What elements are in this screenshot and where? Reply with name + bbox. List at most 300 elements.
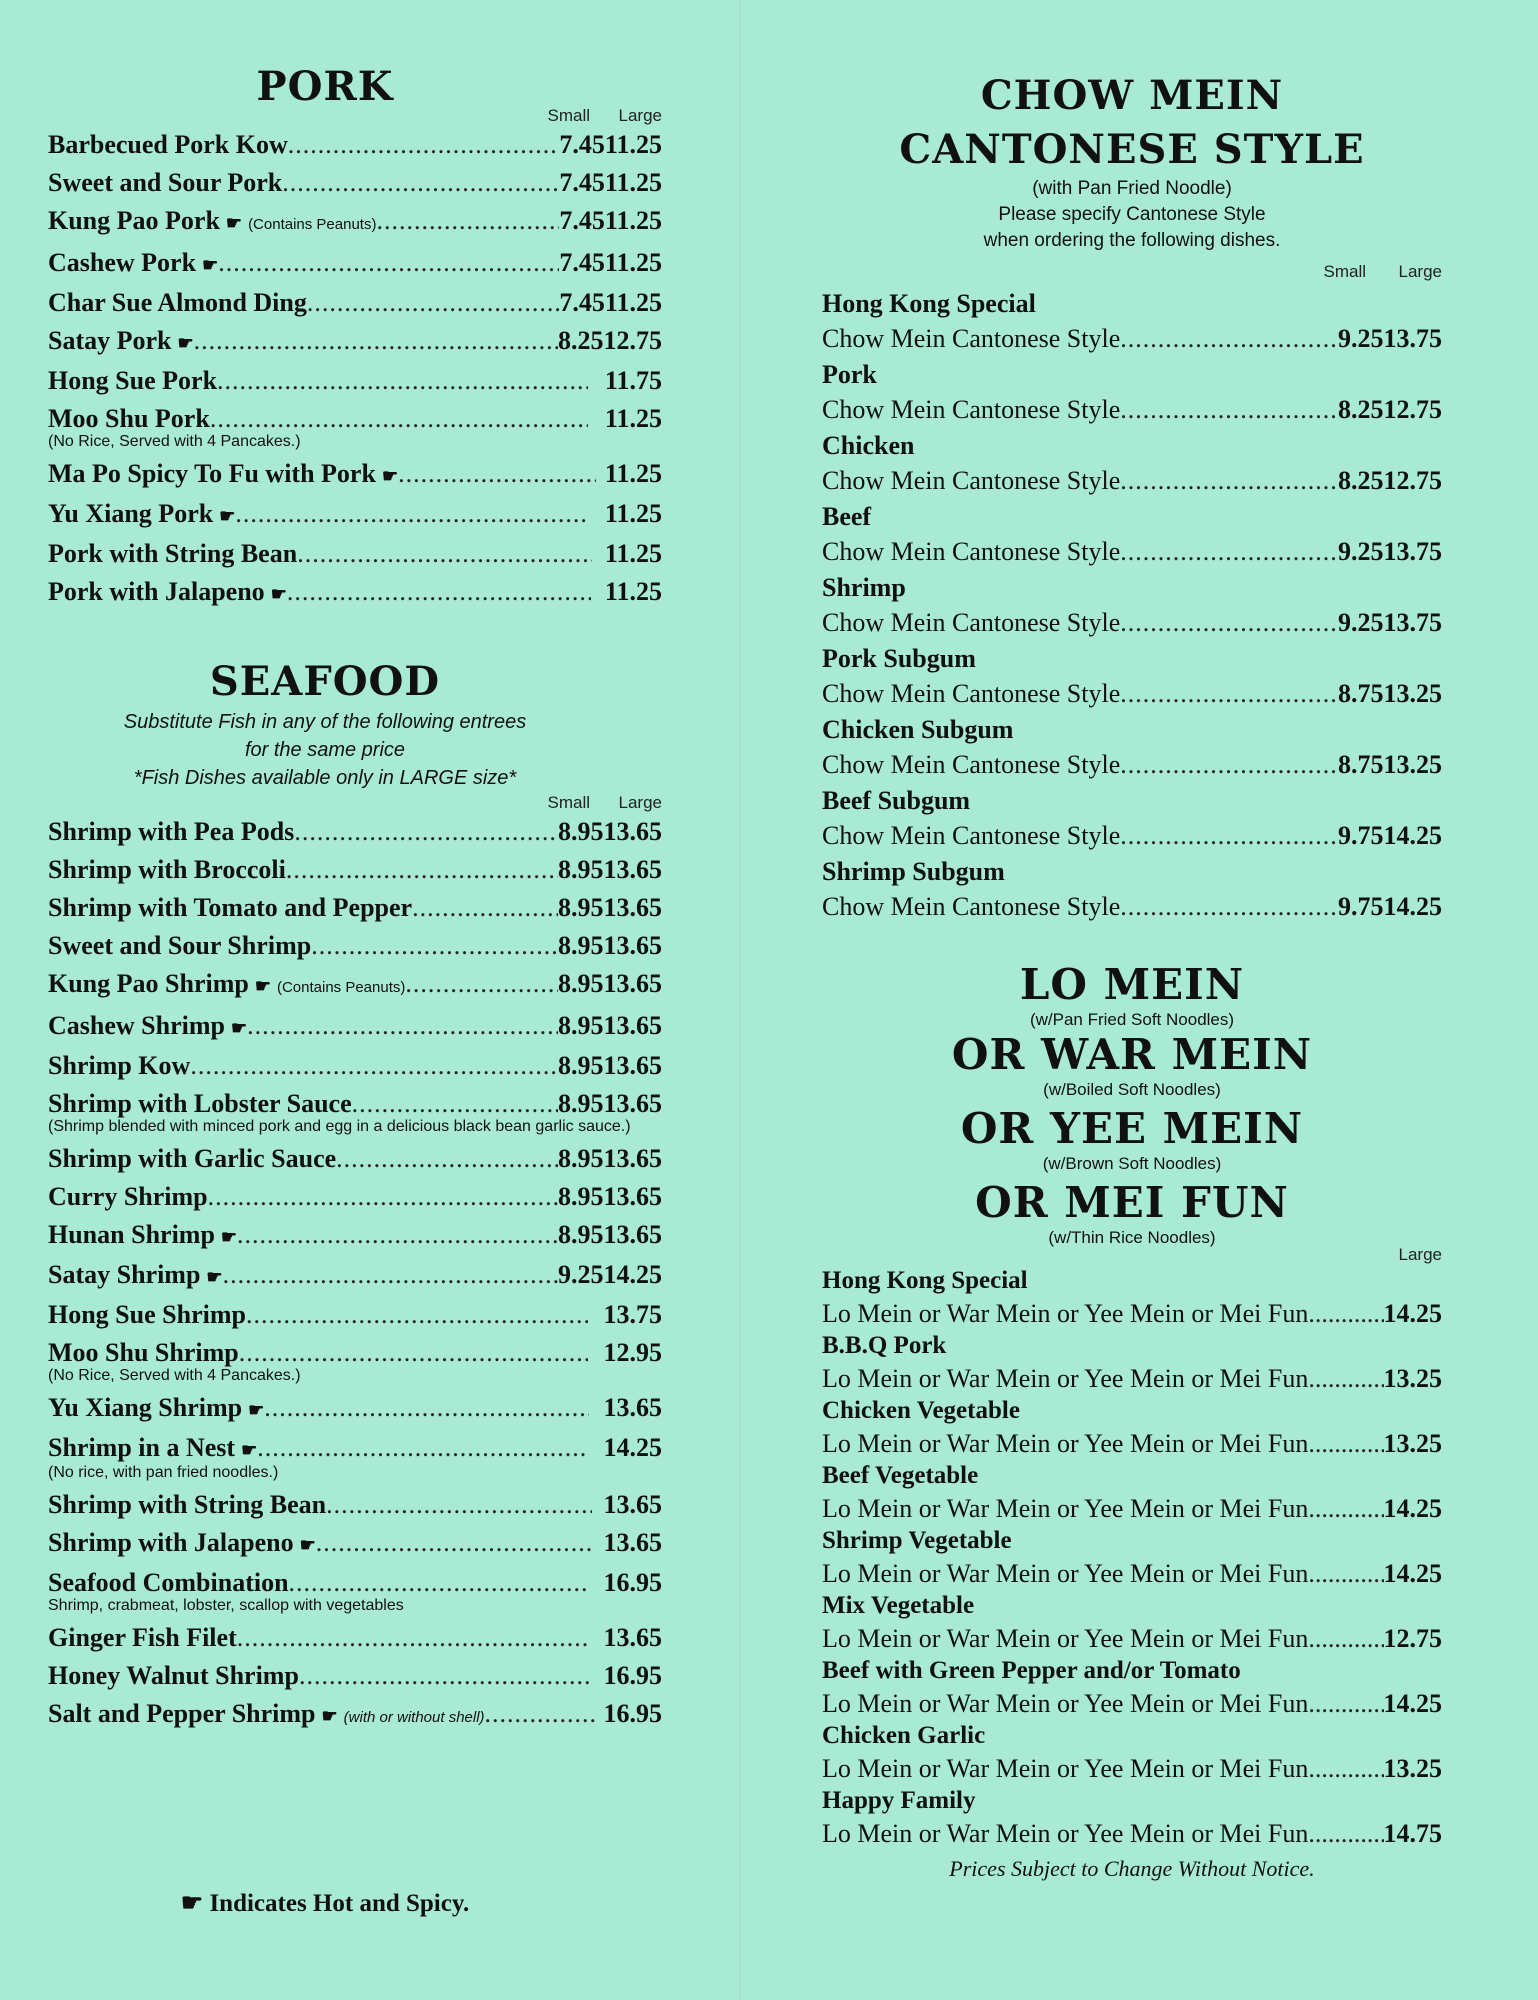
leader-dots	[218, 244, 559, 282]
menu-item	[822, 1460, 1442, 1525]
price-large: 14.25	[1383, 1559, 1442, 1588]
menu-item	[822, 286, 1442, 357]
menu-item	[48, 164, 662, 202]
item-name: Shrimp with Pea Pods	[48, 817, 295, 846]
menu-item	[48, 1524, 662, 1564]
col-large-label: Large	[618, 106, 662, 125]
price-small: 8.95	[558, 1051, 604, 1080]
menu-item	[822, 1720, 1442, 1785]
price-large: 13.75	[603, 1300, 662, 1329]
item-name: Shrimp with String Bean	[48, 1490, 327, 1519]
item-name: Barbecued Pork Kow	[48, 130, 288, 159]
menu-item-row	[48, 322, 662, 362]
leader-dots	[1308, 1557, 1383, 1590]
menu-item	[48, 1695, 662, 1737]
mei-fun-title: OR MEI FUN	[975, 1178, 1289, 1227]
yee-mein-sub: (w/Brown Soft Noodles)	[1042, 1154, 1222, 1173]
item-style: Chow Mein Cantonese Style	[822, 466, 1121, 495]
leader-dots	[237, 1216, 558, 1254]
item-name: Chicken Vegetable	[822, 1397, 1020, 1424]
leader-dots	[208, 1178, 558, 1216]
menu-item	[48, 1429, 662, 1482]
seafood-sub-1: Substitute Fish in any of the following entrees	[123, 711, 527, 733]
item-name: Yu Xiang Pork	[48, 499, 214, 528]
right-column	[822, 0, 1442, 1882]
seafood-sub-3: *Fish Dishes available only in LARGE size*	[133, 767, 517, 789]
leader-dots	[1308, 1817, 1383, 1850]
item-style: Chow Mein Cantonese Style	[822, 537, 1121, 566]
leader-dots	[1120, 321, 1338, 357]
item-style: Chow Mein Cantonese Style	[822, 679, 1121, 708]
price-large: 14.25	[1383, 1299, 1442, 1328]
item-style: Lo Mein or War Mein or Yee Mein or Mei Fun	[822, 1299, 1309, 1328]
left-column	[48, 0, 662, 1737]
price-large: 13.65	[603, 1011, 662, 1040]
menu-item	[822, 641, 1442, 712]
price-large: 14.25	[1383, 821, 1442, 850]
pork-list	[48, 126, 662, 613]
item-name: Mix Vegetable	[822, 1592, 975, 1619]
leader-dots	[237, 1619, 588, 1657]
leader-dots	[336, 1140, 558, 1178]
menu-item-row	[48, 244, 662, 284]
item-description: (Shrimp blended with minced pork and egg in a delicious black bean garlic sauce.)	[48, 1118, 631, 1135]
page-fold	[740, 0, 742, 2000]
price-large: 13.65	[603, 1528, 662, 1557]
menu-item-row	[822, 818, 1442, 854]
price-large: 12.75	[1383, 395, 1442, 424]
leader-dots	[485, 1695, 599, 1733]
leader-dots	[297, 535, 592, 573]
price-small: 8.95	[558, 1089, 604, 1118]
leader-dots	[1120, 818, 1338, 854]
price-large: 16.95	[603, 1699, 662, 1728]
menu-item	[822, 1590, 1442, 1655]
item-style: Chow Mein Cantonese Style	[822, 608, 1121, 637]
item-note: (Contains Peanuts)	[276, 979, 406, 996]
col-large-label: Large	[1398, 262, 1442, 281]
item-note: (Contains Peanuts)	[248, 216, 377, 233]
item-name: Pork with String Bean	[48, 539, 298, 568]
item-name: Beef with Green Pepper and/or Tomato	[822, 1657, 1241, 1684]
price-large: 13.65	[603, 1393, 662, 1422]
item-name: Seafood Combination	[48, 1568, 289, 1597]
item-description: Shrimp, crabmeat, lobster, scallop with vegetables	[48, 1597, 404, 1614]
price-large: 11.25	[604, 130, 662, 159]
price-small: 7.45	[559, 248, 605, 277]
menu-item-row	[822, 534, 1442, 570]
item-description: (No Rice, Served with 4 Pancakes.)	[48, 433, 301, 450]
col-large-label: Large	[1398, 1245, 1442, 1264]
price-large: 13.65	[603, 969, 662, 998]
item-name: Yu Xiang Shrimp	[48, 1393, 243, 1422]
col-large-label: Large	[618, 793, 662, 812]
war-mein-title: OR WAR MEIN	[951, 1030, 1313, 1079]
price-large: 13.25	[1383, 1429, 1442, 1458]
menu-item-row	[48, 284, 662, 322]
price-small: 8.25	[558, 326, 604, 355]
menu-item	[822, 1525, 1442, 1590]
item-note: (with or without shell)	[343, 1709, 485, 1726]
item-style: Lo Mein or War Mein or Yee Mein or Mei Fun	[822, 1689, 1309, 1718]
menu-item-row	[48, 1047, 662, 1085]
leader-dots	[299, 1657, 591, 1695]
item-name: Pork Subgum	[822, 644, 976, 673]
leader-dots	[311, 927, 558, 965]
price-small: 8.95	[558, 855, 604, 884]
item-name: Cashew Pork	[48, 248, 197, 277]
leader-dots	[405, 965, 558, 1003]
item-name: Moo Shu Pork	[48, 404, 210, 433]
pepper-icon: ☛	[241, 1440, 258, 1460]
leader-dots	[1120, 676, 1338, 712]
item-name: Cashew Shrimp	[48, 1011, 225, 1040]
yee-mein-title: OR YEE MEIN	[960, 1104, 1304, 1153]
price-notice: Prices Subject to Change Without Notice.	[949, 1856, 1315, 1881]
item-name: Curry Shrimp	[48, 1182, 208, 1211]
menu-item	[48, 965, 662, 1007]
item-name: Hong Sue Pork	[48, 366, 218, 395]
price-large: 16.95	[603, 1661, 662, 1690]
pepper-icon: ☛	[180, 1890, 204, 1917]
menu-item	[48, 455, 662, 495]
menu-item-row	[48, 1007, 662, 1047]
menu-item-row	[48, 1389, 662, 1429]
mei-fun-sub: (w/Thin Rice Noodles)	[1048, 1228, 1216, 1247]
pepper-icon: ☛	[225, 213, 243, 233]
leader-dots	[1308, 1492, 1383, 1525]
menu-item	[822, 499, 1442, 570]
price-large: 13.25	[1383, 1364, 1442, 1393]
menu-item	[822, 570, 1442, 641]
price-large: 13.65	[603, 1089, 662, 1118]
menu-item	[48, 495, 662, 535]
leader-dots	[223, 1256, 558, 1294]
leader-dots	[190, 1047, 558, 1085]
menu-item-row	[822, 1752, 1442, 1785]
menu-item	[48, 813, 662, 851]
menu-item	[48, 927, 662, 965]
price-large: 14.25	[603, 1260, 662, 1289]
war-mein-sub: (w/Boiled Soft Noodles)	[1043, 1080, 1221, 1099]
item-name: Satay Pork	[48, 326, 172, 355]
item-description: (No rice, with pan fried noodles.)	[48, 1464, 279, 1481]
menu-item	[48, 1140, 662, 1178]
price-small: 9.25	[1338, 324, 1384, 353]
price-large: 12.75	[1383, 466, 1442, 495]
menu-item-row	[822, 889, 1442, 925]
item-name: Salt and Pepper Shrimp	[48, 1699, 316, 1728]
leader-dots	[282, 164, 559, 202]
menu-item-row	[48, 362, 662, 400]
lo-mein-sub: (w/Pan Fried Soft Noodles)	[1029, 1010, 1235, 1029]
price-small: 7.45	[559, 130, 605, 159]
price-small: 7.45	[559, 288, 605, 317]
price-large: 11.25	[604, 577, 662, 606]
menu-item-row	[822, 463, 1442, 499]
seafood-list	[48, 813, 662, 1737]
item-style: Lo Mein or War Mein or Yee Mein or Mei Fun	[822, 1364, 1309, 1393]
leader-dots	[235, 495, 589, 533]
menu-item-row	[822, 1817, 1442, 1850]
price-large: 11.25	[604, 206, 662, 235]
price-large: 13.65	[603, 1182, 662, 1211]
price-large: 12.95	[603, 1338, 662, 1367]
menu-item-row	[48, 851, 662, 889]
leader-dots	[376, 202, 559, 240]
menu-item	[822, 428, 1442, 499]
price-small: 8.95	[558, 1182, 604, 1211]
leader-dots	[1308, 1622, 1383, 1655]
menu-item	[822, 1655, 1442, 1720]
leader-dots	[1308, 1752, 1383, 1785]
item-name: Shrimp Subgum	[822, 857, 1005, 886]
menu-item-row	[48, 495, 662, 535]
price-small: 7.45	[559, 206, 605, 235]
leader-dots	[288, 126, 560, 164]
menu-item-row	[822, 1687, 1442, 1720]
spicy-legend	[48, 1888, 602, 1918]
col-small-label: Small	[547, 793, 590, 812]
menu-item	[48, 1564, 662, 1615]
price-small: 8.95	[558, 817, 604, 846]
menu-item-row	[48, 889, 662, 927]
menu-item-row	[48, 1657, 662, 1695]
leader-dots	[264, 1389, 589, 1427]
item-name: Chicken Garlic	[822, 1722, 986, 1749]
leader-dots	[246, 1296, 588, 1334]
price-large: 13.65	[603, 1220, 662, 1249]
legend-text: Indicates Hot and Spicy.	[209, 1890, 470, 1917]
item-name: B.B.Q Pork	[822, 1332, 947, 1359]
item-style: Lo Mein or War Mein or Yee Mein or Mei Fun	[822, 1429, 1309, 1458]
pepper-icon: ☛	[381, 466, 399, 486]
leader-dots	[1308, 1687, 1383, 1720]
pepper-icon: ☛	[177, 333, 194, 353]
menu-item	[48, 126, 662, 164]
menu-item-row	[48, 965, 662, 1007]
price-large: 14.25	[1383, 1494, 1442, 1523]
menu-item-row	[48, 1256, 662, 1296]
leader-dots	[194, 322, 558, 360]
leader-dots	[257, 1429, 589, 1467]
price-large: 11.25	[604, 499, 662, 528]
item-name: Hong Sue Shrimp	[48, 1300, 246, 1329]
leader-dots	[1308, 1362, 1383, 1395]
price-large: 13.75	[1383, 608, 1442, 637]
leader-dots	[326, 1486, 592, 1524]
item-name: Chicken	[822, 431, 915, 460]
menu-item	[48, 1334, 662, 1385]
price-large: 11.25	[604, 248, 662, 277]
price-large: 11.25	[604, 459, 662, 488]
price-large: 13.65	[603, 1490, 662, 1519]
item-name: Shrimp	[822, 573, 906, 602]
price-large: 11.25	[604, 539, 662, 568]
menu-item-row	[48, 1178, 662, 1216]
chow-mein-list	[822, 286, 1442, 925]
item-name: Chicken Subgum	[822, 715, 1014, 744]
item-name: Happy Family	[822, 1787, 976, 1814]
menu-item-row	[822, 321, 1442, 357]
item-name: Shrimp with Jalapeno	[48, 1528, 294, 1557]
chow-mein-sub-1: (with Pan Fried Noodle)	[1032, 178, 1232, 199]
menu-item	[48, 362, 662, 400]
item-style: Chow Mein Cantonese Style	[822, 750, 1121, 779]
col-small-label: Small	[547, 106, 590, 125]
price-small: 8.25	[1338, 466, 1384, 495]
price-small: 8.75	[1338, 750, 1384, 779]
item-style: Lo Mein or War Mein or Yee Mein or Mei Fun	[822, 1494, 1309, 1523]
price-large: 13.25	[1383, 1754, 1442, 1783]
menu-item	[822, 783, 1442, 854]
menu-item	[48, 1657, 662, 1695]
menu-item	[822, 357, 1442, 428]
item-name: Beef Vegetable	[822, 1462, 979, 1489]
leader-dots	[1120, 534, 1338, 570]
menu-item	[822, 1330, 1442, 1395]
menu-item	[48, 1216, 662, 1256]
price-small: 8.95	[558, 893, 604, 922]
menu-item	[48, 202, 662, 244]
item-name: Shrimp with Lobster Sauce	[48, 1089, 352, 1118]
item-name: Beef	[822, 502, 872, 531]
item-style: Lo Mein or War Mein or Yee Mein or Mei Fun	[822, 1559, 1309, 1588]
price-large: 13.65	[603, 1051, 662, 1080]
leader-dots	[1120, 605, 1338, 641]
pepper-icon: ☛	[202, 255, 219, 275]
seafood-sub-2: for the same price	[244, 739, 406, 761]
menu-item-row	[822, 1362, 1442, 1395]
menu-item-row	[48, 1619, 662, 1657]
price-large: 13.75	[1383, 537, 1442, 566]
pepper-icon: ☛	[254, 976, 271, 996]
menu-item	[822, 712, 1442, 783]
pepper-icon: ☛	[299, 1535, 316, 1555]
price-large: 16.95	[603, 1568, 662, 1597]
menu-item	[48, 1256, 662, 1296]
menu-item	[48, 889, 662, 927]
leader-dots	[398, 455, 596, 493]
price-large: 14.25	[603, 1433, 662, 1462]
col-small-label: Small	[1323, 262, 1366, 281]
leader-dots	[1120, 392, 1338, 428]
chow-mein-column-headers	[822, 262, 1442, 282]
menu-item-row	[48, 1216, 662, 1256]
menu-item	[48, 1047, 662, 1085]
menu-item	[48, 851, 662, 889]
leader-dots	[1120, 463, 1338, 499]
price-small: 8.95	[558, 969, 604, 998]
item-style: Chow Mein Cantonese Style	[822, 395, 1121, 424]
price-small: 8.95	[558, 931, 604, 960]
item-style: Chow Mein Cantonese Style	[822, 892, 1121, 921]
leader-dots	[1120, 889, 1338, 925]
price-small: 8.25	[1338, 395, 1384, 424]
menu-item	[48, 284, 662, 322]
cantonese-style-title: CANTONESE STYLE	[899, 126, 1365, 173]
item-name: Beef Subgum	[822, 786, 971, 815]
item-name: Hong Kong Special	[822, 289, 1036, 318]
price-large: 13.65	[603, 855, 662, 884]
item-name: Shrimp with Broccoli	[48, 855, 286, 884]
menu-item	[48, 1178, 662, 1216]
leader-dots	[294, 813, 558, 851]
chow-mein-sub-3: when ordering the following dishes.	[983, 230, 1281, 251]
lo-mein-list	[822, 1265, 1442, 1850]
pepper-icon: ☛	[219, 506, 236, 526]
menu-item	[48, 322, 662, 362]
price-large: 13.75	[1383, 324, 1442, 353]
leader-dots	[217, 362, 588, 400]
menu-item	[48, 1296, 662, 1334]
menu-item-row	[822, 747, 1442, 783]
item-style: Lo Mein or War Mein or Yee Mein or Mei Fun	[822, 1819, 1309, 1848]
menu-item	[822, 1785, 1442, 1850]
item-name: Shrimp in a Nest	[48, 1433, 236, 1462]
item-name: Shrimp Vegetable	[822, 1527, 1012, 1554]
menu-item-row	[48, 535, 662, 573]
leader-dots	[412, 889, 558, 927]
seafood-title: SEAFOOD	[209, 658, 441, 705]
price-large: 11.25	[604, 288, 662, 317]
menu-item	[48, 1007, 662, 1047]
pepper-icon: ☛	[230, 1018, 248, 1038]
item-name: Shrimp with Tomato and Pepper	[48, 893, 413, 922]
menu-item-row	[822, 1492, 1442, 1525]
item-name: Moo Shu Shrimp	[48, 1338, 239, 1367]
item-name: Ma Po Spicy To Fu with Pork	[48, 459, 376, 488]
pork-title: PORK	[256, 63, 394, 110]
price-small: 7.45	[559, 168, 605, 197]
price-large: 11.25	[604, 168, 662, 197]
menu-item	[48, 1085, 662, 1136]
price-small: 9.25	[558, 1260, 604, 1289]
menu-item-row	[48, 202, 662, 244]
item-name: Ginger Fish Filet	[48, 1623, 237, 1652]
menu-item	[48, 535, 662, 573]
price-large: 12.75	[603, 326, 662, 355]
item-name: Satay Shrimp	[48, 1260, 201, 1289]
menu-item	[48, 400, 662, 451]
item-name: Kung Pao Shrimp	[48, 969, 249, 998]
item-name: Kung Pao Pork	[48, 206, 220, 235]
item-name: Honey Walnut Shrimp	[48, 1661, 299, 1690]
menu-item-row	[822, 676, 1442, 712]
item-style: Chow Mein Cantonese Style	[822, 821, 1121, 850]
menu-item	[48, 244, 662, 284]
price-large: 11.75	[604, 366, 662, 395]
price-small: 8.75	[1338, 679, 1384, 708]
price-large: 13.65	[603, 893, 662, 922]
menu-item-row	[48, 1486, 662, 1524]
item-style: Lo Mein or War Mein or Yee Mein or Mei Fun	[822, 1624, 1309, 1653]
leader-dots	[307, 284, 560, 322]
item-description: (No Rice, Served with 4 Pancakes.)	[48, 1367, 301, 1384]
chow-mein-title: CHOW MEIN	[980, 72, 1284, 119]
menu-item	[48, 1619, 662, 1657]
price-small: 9.75	[1338, 821, 1384, 850]
item-name: Shrimp with Garlic Sauce	[48, 1144, 337, 1173]
pepper-icon: ☛	[270, 584, 287, 604]
item-name: Hong Kong Special	[822, 1267, 1028, 1294]
item-style: Chow Mein Cantonese Style	[822, 324, 1121, 353]
menu-item-row	[822, 392, 1442, 428]
leader-dots	[1308, 1297, 1383, 1330]
menu-item-row	[48, 927, 662, 965]
price-small: 8.95	[558, 1220, 604, 1249]
seafood-column-headers	[48, 793, 662, 813]
